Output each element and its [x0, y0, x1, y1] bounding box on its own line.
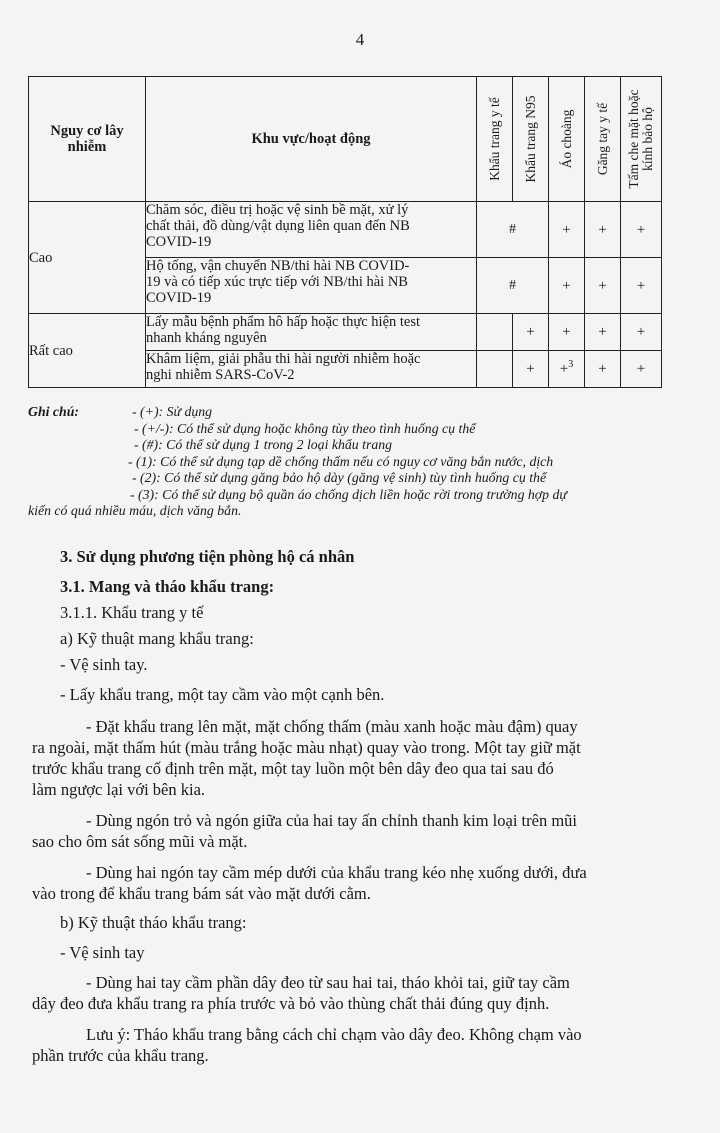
header-surgical-mask: Khẩu trang y tế — [477, 77, 513, 202]
gloves-cell: + — [585, 202, 621, 258]
section-3-1-1-heading: 3.1.1. Khẩu trang y tế — [60, 603, 204, 622]
header-risk: Nguy cơ lây nhiễm — [29, 77, 146, 202]
surgical-mask-cell — [477, 351, 513, 388]
mask-choice-cell: # — [477, 202, 549, 258]
area-cell: Hộ tống, vận chuyển NB/thi hài NB COVID- 19 và có tiếp xúc trực tiếp với NB/thi hài NB COVID-19 — [146, 258, 477, 314]
note-line: - (+/-): Có thể sử dụng hoặc không tùy theo tình huống cụ thể — [134, 420, 476, 436]
note-line: - (#): Có thể sử dụng 1 trong 2 loại khẩu trang — [134, 437, 393, 452]
notes-block — [28, 404, 670, 520]
risk-level-very-high: Rất cao — [29, 314, 146, 388]
table-header-row — [29, 77, 662, 202]
header-area: Khu vực/hoạt động — [146, 77, 477, 202]
subsection-a-title: a) Kỹ thuật mang khẩu trang: — [60, 629, 254, 648]
header-gloves: Găng tay y tế — [585, 77, 621, 202]
mask-choice-cell: # — [477, 258, 549, 314]
paragraph-a1: - Vệ sinh tay. — [60, 655, 148, 674]
n95-cell: + — [513, 351, 549, 388]
section-3-1-heading: 3.1. Mang và tháo khẩu trang: — [60, 577, 275, 596]
note-line: - (+): Sử dụng — [132, 404, 213, 419]
gown-cell: + — [549, 314, 585, 351]
header-n95-mask: Khẩu trang N95 — [513, 77, 549, 202]
header-face-shield: Tấm che mặt hoặc kính bảo hộ — [621, 77, 662, 202]
shield-cell: + — [621, 202, 662, 258]
paragraph-note: Lưu ý: Tháo khẩu trang bằng cách chỉ chạm vào dây đeo. Không chạm vào phần trước của khẩu trang. — [32, 1025, 582, 1065]
gown-cell: +$^3$ — [549, 351, 585, 388]
header-gown: Áo choàng — [549, 77, 585, 202]
gown-cell: + — [549, 258, 585, 314]
paragraph-b2: - Dùng hai tay cầm phần dây đeo từ sau hai tai, tháo khỏi tai, giữ tay cầm dây đeo đưa khẩu trang ra phía trước và bỏ vào thùng chất thải đúng quy định. — [32, 973, 570, 1013]
shield-cell: + — [621, 258, 662, 314]
shield-cell: + — [621, 314, 662, 351]
area-cell: Khâm liệm, giải phẫu thi hài người nhiễm hoặc nghi nhiễm SARS-CoV-2 — [146, 351, 477, 388]
note-continuation: kiến có quá nhiều máu, dịch văng bắn. — [28, 503, 242, 518]
area-cell: Chăm sóc, điều trị hoặc vệ sinh bề mặt, xử lý chất thải, đồ dùng/vật dụng liên quan đến NB COVID-19 — [146, 202, 477, 258]
paragraph-a5: - Dùng hai ngón tay cầm mép dưới của khẩu trang kéo nhẹ xuống dưới, đưa vào trong để khẩu trang bám sát vào mặt dưới cằm. — [32, 863, 587, 903]
area-cell: Lấy mẫu bệnh phẩm hô hấp hoặc thực hiện test nhanh kháng nguyên — [146, 314, 477, 351]
page-number: 4 — [355, 30, 365, 49]
table-row — [29, 202, 662, 258]
gloves-cell: + — [585, 258, 621, 314]
risk-level-high: Cao — [29, 202, 146, 314]
paragraph-a3: - Đặt khẩu trang lên mặt, mặt chống thấm (màu xanh hoặc màu đậm) quay ra ngoài, mặt thấm hút (màu trắng hoặc màu nhạt) quay vào trong. Một tay giữ mặt trước khẩu trang cố định trên mặt, một tay luồn một bên dây đeo qua tai sau đó làm ngược lại với bên kia. — [32, 717, 581, 799]
section-3-heading: 3. Sử dụng phương tiện phòng hộ cá nhân — [60, 547, 355, 566]
note-line: - (2): Có thể sử dụng găng bảo hộ dày (găng vệ sinh) tùy tình huống cụ thể — [132, 470, 547, 485]
table-row — [29, 314, 662, 351]
shield-cell: + — [621, 351, 662, 388]
surgical-mask-cell — [477, 314, 513, 351]
gown-cell: + — [549, 202, 585, 258]
gloves-cell: + — [585, 314, 621, 351]
subsection-b-title: b) Kỹ thuật tháo khẩu trang: — [60, 913, 247, 932]
note-line: - (3): Có thể sử dụng bộ quần áo chống dịch liền hoặc rời trong trường hợp dự — [130, 486, 567, 502]
ppe-table — [28, 76, 662, 388]
note-line: - (1): Có thể sử dụng tạp dề chống thấm nếu có nguy cơ văng bắn nước, dịch — [128, 453, 554, 469]
n95-cell: + — [513, 314, 549, 351]
paragraph-a4: - Dùng ngón trỏ và ngón giữa của hai tay ấn chỉnh thanh kim loại trên mũi sao cho ôm sát sống mũi và mặt. — [32, 811, 577, 851]
paragraph-b1: - Vệ sinh tay — [60, 943, 145, 962]
gloves-cell: + — [585, 351, 621, 388]
paragraph-a2: - Lấy khẩu trang, một tay cầm vào một cạnh bên. — [60, 685, 385, 704]
notes-label: Ghi chú: — [28, 404, 79, 419]
